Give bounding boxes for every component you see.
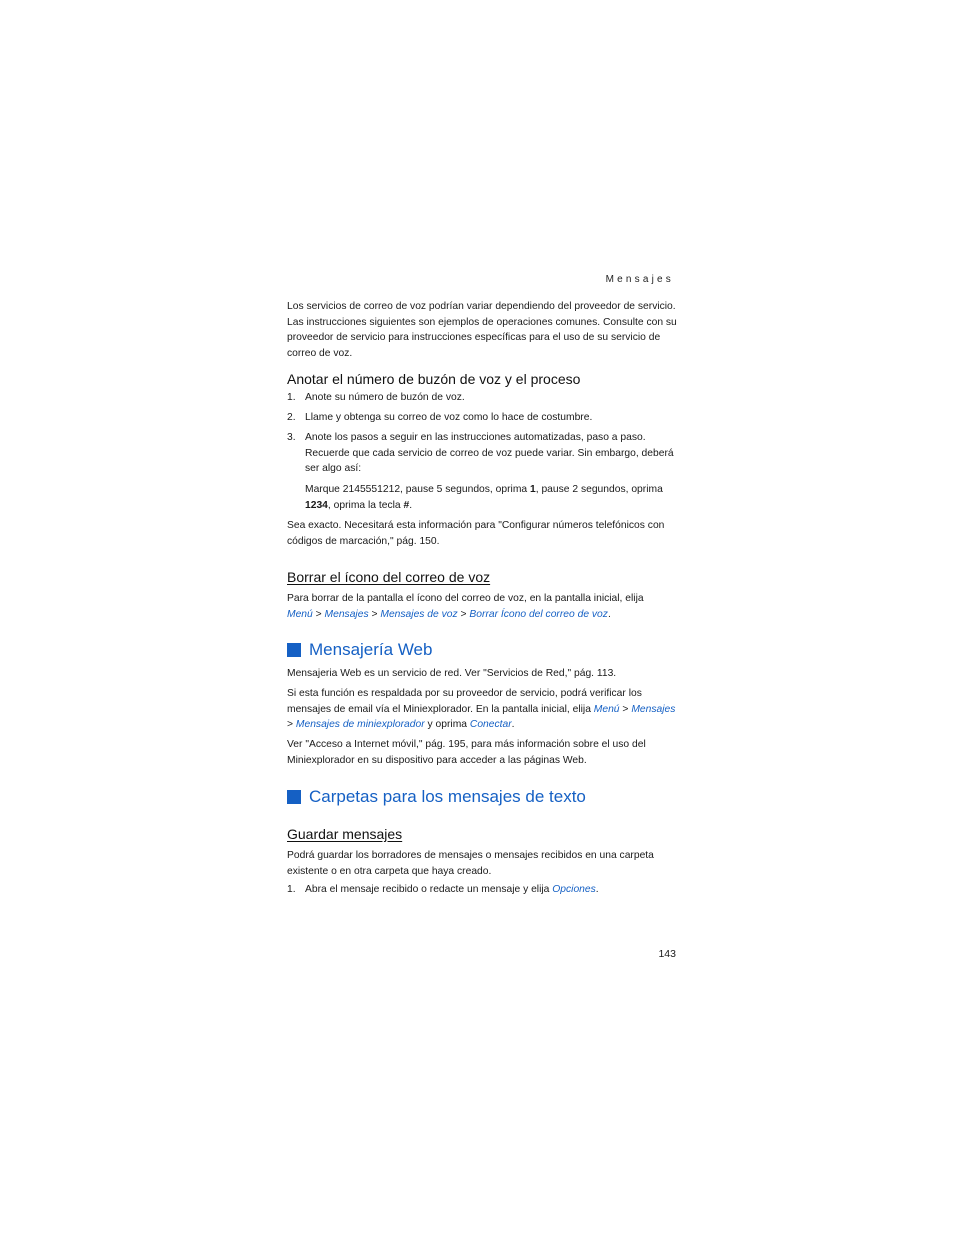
- instruction-text: Abra el mensaje recibido o redacte un mensaje y elija: [305, 884, 553, 895]
- list-number: 1.: [287, 884, 296, 895]
- menu-connect[interactable]: Conectar: [469, 719, 512, 731]
- instruction-text: y oprima: [424, 719, 470, 731]
- subheading-delete-icon: Borrar el ícono del correo de voz: [287, 569, 491, 585]
- menu-path-menu[interactable]: Menú: [287, 608, 313, 620]
- period: .: [607, 608, 611, 620]
- note-paragraph: Sea exacto. Necesitará esta información para "Configurar números telefónicos con códigos de marcación," pág. 150.: [287, 520, 665, 547]
- web-messaging-p1: Mensajeria Web es un servicio de red. Ver "Servicios de Red," pág. 113.: [287, 668, 617, 679]
- subheading-save-messages: Guardar mensajes: [287, 826, 403, 842]
- subheading-voicemail-number: Anotar el número de buzón de voz y el proceso: [287, 371, 581, 387]
- list-item: [287, 390, 679, 406]
- list-number: 2.: [287, 412, 296, 423]
- section-heading-web-messaging: [287, 640, 679, 660]
- list-text: Anote los pasos a seguir en las instrucciones automatizadas, paso a paso. Recuerde que cada servicio de correo de voz puede variar. Sin embargo, deberá ser algo así:: [305, 432, 674, 475]
- path-separator: >: [315, 608, 322, 620]
- instruction-text: Si esta función es respaldada por su proveedor de servicio, podrá verificar los mensajes de email vía el Miniexplorador. En la pantalla inicial, elija: [287, 688, 642, 715]
- menu-path-voice-messages[interactable]: Mensajes de voz: [380, 608, 458, 620]
- example-text: Marque 2145551212, pause 5 segundos, oprima: [305, 484, 530, 495]
- path-separator: >: [371, 608, 378, 620]
- period: .: [595, 884, 599, 895]
- list-number: 1.: [287, 392, 296, 403]
- menu-path-messages[interactable]: Mensajes: [324, 608, 369, 620]
- path-separator: >: [460, 608, 467, 620]
- section-title: Carpetas para los mensajes de texto: [309, 787, 586, 806]
- section-title: Mensajería Web: [309, 640, 433, 659]
- square-bullet-icon: [287, 643, 301, 657]
- example-text: , pause 2 segundos, oprima: [535, 484, 663, 495]
- intro-paragraph: Los servicios de correo de voz podrían variar dependiendo del proveedor de servicio. Las instrucciones siguientes son ejemplos de operaciones comunes. Consulte con su proveedor de servicio para instrucciones específicas para el uso de su servicio de correo de voz.: [287, 301, 677, 359]
- period: .: [511, 719, 515, 731]
- delete-icon-paragraph: [287, 591, 679, 622]
- square-bullet-icon: [287, 790, 301, 804]
- key-1234: 1234: [305, 499, 328, 511]
- running-header: Mensajes: [605, 274, 674, 285]
- list-text: [305, 882, 679, 898]
- path-separator: >: [622, 703, 629, 715]
- list-number: 3.: [287, 432, 296, 443]
- list-item: [287, 410, 679, 426]
- example-text: .: [409, 499, 413, 511]
- menu-path-messages[interactable]: Mensajes: [631, 703, 676, 715]
- list-item: [287, 882, 679, 898]
- web-messaging-p3: Ver "Acceso a Internet móvil," pág. 195, para más información sobre el uso del Miniexplorador en su dispositivo para acceder a las páginas Web.: [287, 739, 646, 766]
- save-messages-paragraph: Podrá guardar los borradores de mensajes o mensajes recibidos en una carpeta existente o en otra carpeta que haya creado.: [287, 850, 654, 877]
- page-number: 143: [658, 948, 676, 960]
- menu-path-delete-icon[interactable]: Borrar Ícono del correo de voz: [469, 608, 608, 620]
- path-separator: >: [287, 719, 294, 731]
- instruction-text: Para borrar de la pantalla el ícono del correo de voz, en la pantalla inicial, elija: [287, 593, 644, 604]
- list-text: Llame y obtenga su correo de voz como lo hace de costumbre.: [305, 412, 593, 423]
- menu-path-menu[interactable]: Menú: [593, 703, 620, 715]
- web-messaging-p2: [287, 686, 679, 733]
- example-text: , oprima la tecla: [327, 499, 404, 511]
- menu-options[interactable]: Opciones: [552, 884, 596, 895]
- menu-path-minibrowser-messages[interactable]: Mensajes de miniexplorador: [295, 719, 425, 731]
- section-heading-text-folders: [287, 787, 679, 807]
- key-hash: #: [403, 499, 410, 511]
- key-1: 1: [529, 484, 536, 495]
- list-item: [287, 430, 679, 477]
- dial-example: [305, 482, 681, 513]
- list-text: Anote su número de buzón de voz.: [305, 392, 465, 403]
